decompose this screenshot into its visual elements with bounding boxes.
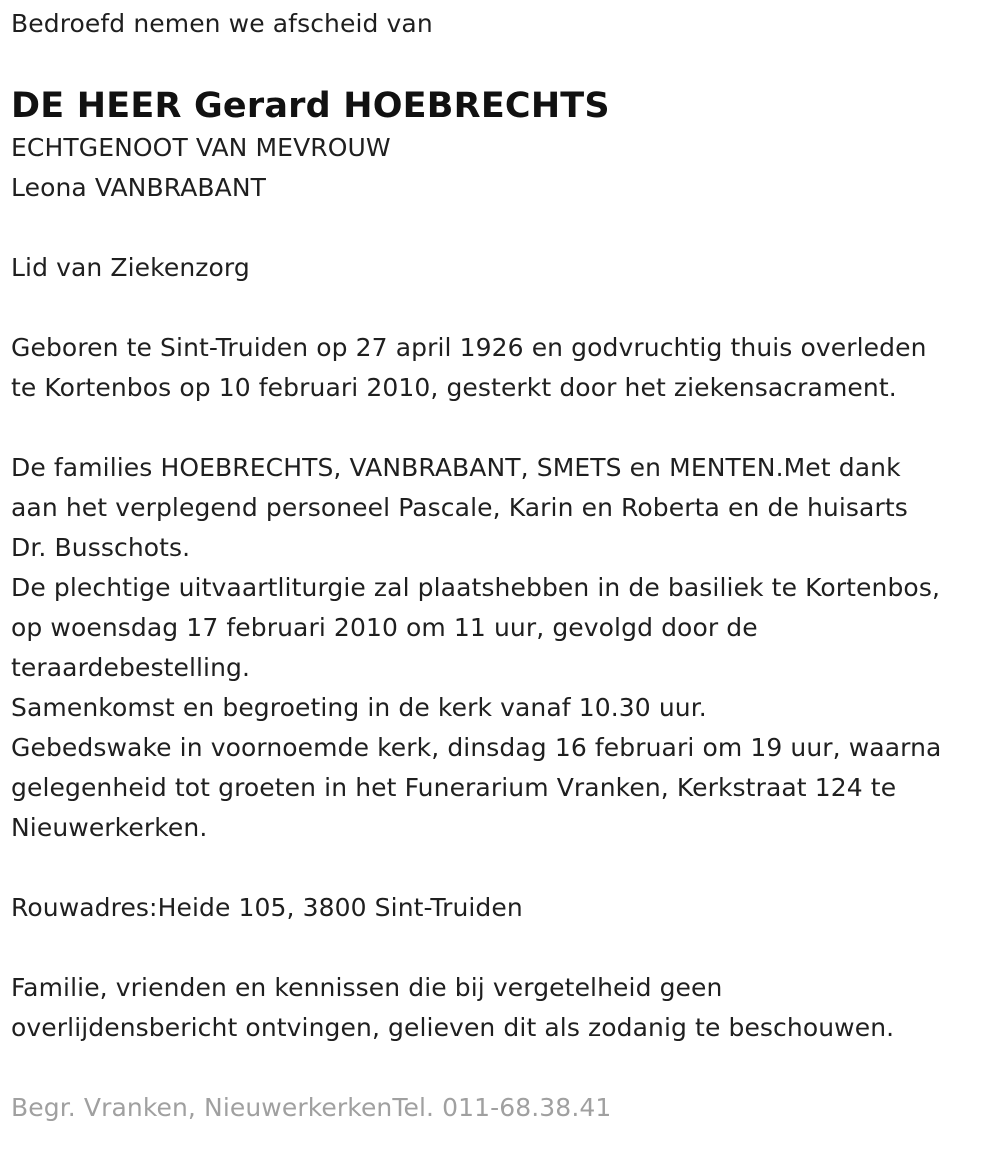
mourning-address: Rouwadres:Heide 105, 3800 Sint-Truiden (11, 893, 523, 922)
spouse-name: Leona VANBRABANT (11, 173, 267, 202)
vigil-line: Nieuwerkerken. (11, 813, 208, 842)
funeral-home-footer: Begr. Vranken, NieuwerkerkenTel. 011-68.38.41 (11, 1093, 612, 1122)
spouse-label: ECHTGENOOT VAN MEVROUW (11, 133, 391, 162)
families-line: De families HOEBRECHTS, VANBRABANT, SMETS en MENTEN.Met dank (11, 453, 901, 482)
notice-line: overlijdensbericht ontvingen, gelieven dit als zodanig te beschouwen. (11, 1013, 895, 1042)
families-line: Dr. Busschots. (11, 533, 191, 562)
obituary-notice (11, 4, 996, 1128)
families-line: aan het verplegend personeel Pascale, Karin en Roberta en de huisarts (11, 493, 908, 522)
vigil-line: Gebedswake in voornoemde kerk, dinsdag 16 februari om 19 uur, waarna (11, 733, 942, 762)
notice-line: Familie, vrienden en kennissen die bij vergetelheid geen (11, 973, 723, 1002)
funeral-line: op woensdag 17 februari 2010 om 11 uur, gevolgd door de (11, 613, 758, 642)
funeral-line: De plechtige uitvaartliturgie zal plaatshebben in de basiliek te Kortenbos, (11, 573, 940, 602)
intro-text: Bedroefd nemen we afscheid van (11, 9, 433, 38)
deceased-name: DE HEER Gerard HOEBRECHTS (11, 86, 610, 126)
funeral-line: teraardebestelling. (11, 653, 251, 682)
birth-death-line: te Kortenbos op 10 februari 2010, gesterkt door het ziekensacrament. (11, 373, 897, 402)
gathering-line: Samenkomst en begroeting in de kerk vanaf 10.30 uur. (11, 693, 707, 722)
vigil-line: gelegenheid tot groeten in het Funerarium Vranken, Kerkstraat 124 te (11, 773, 897, 802)
membership-text: Lid van Ziekenzorg (11, 253, 250, 282)
birth-death-line: Geboren te Sint-Truiden op 27 april 1926 en godvruchtig thuis overleden (11, 333, 927, 362)
